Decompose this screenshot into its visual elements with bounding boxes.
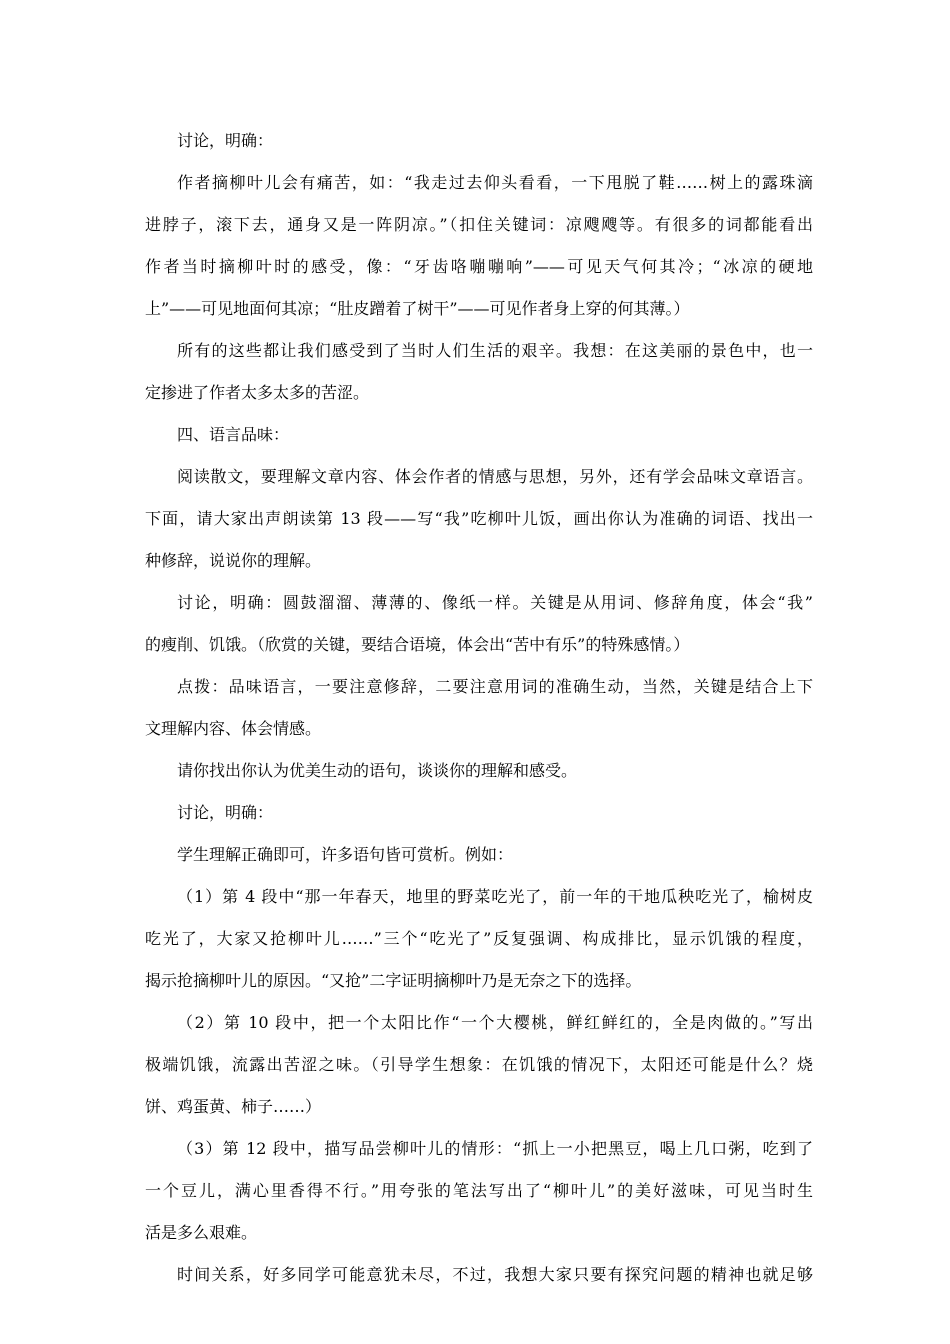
text-line: 作者摘柳叶儿会有痛苦，如：“我走过去仰头看看，一下甩脱了鞋……树上的露珠滴 bbox=[177, 173, 813, 192]
text-line: 讨论，明确：圆鼓溜溜、薄薄的、像纸一样。关键是从用词、修辞角度，体会“我” bbox=[177, 593, 813, 612]
text-line: 种修辞，说说你的理解。 bbox=[145, 551, 322, 570]
text-line: 进脖子，滚下去，通身又是一阵阴凉。”（扣住关键词：凉飕飕等。有很多的词都能看出 bbox=[145, 215, 813, 234]
text-line: 饼、鸡蛋黄、柿子……） bbox=[145, 1097, 322, 1116]
text-line: 学生理解正确即可，许多语句皆可赏析。例如： bbox=[177, 845, 514, 864]
text-line: 讨论，明确： bbox=[177, 131, 274, 150]
text-line: （3）第 12 段中，描写品尝柳叶儿的情形：“抓上一小把黑豆，喝上几口粥，吃到了 bbox=[177, 1139, 813, 1158]
text-line: 请你找出你认为优美生动的语句，谈谈你的理解和感受。 bbox=[177, 761, 578, 780]
text-line: 文理解内容、体会情感。 bbox=[145, 719, 322, 738]
text-line: 点拨：品味语言，一要注意修辞，二要注意用词的准确生动，当然，关键是结合上下 bbox=[177, 677, 813, 696]
text-line: 活是多么艰难。 bbox=[145, 1223, 258, 1242]
text-line: 讨论，明确： bbox=[177, 803, 274, 822]
text-line: 吃光了，大家又抢柳叶儿……”三个“吃光了”反复强调、构成排比，显示饥饿的程度， bbox=[145, 929, 813, 948]
section-heading: 四、语言品味： bbox=[177, 425, 290, 444]
text-line: 定掺进了作者太多太多的苦涩。 bbox=[145, 383, 370, 402]
text-line: 一个豆儿，满心里香得不行。”用夸张的笔法写出了“柳叶儿”的美好滋味，可见当时生 bbox=[145, 1181, 813, 1200]
text-line: 的瘦削、饥饿。（欣赏的关键，要结合语境，体会出“苦中有乐”的特殊感情。） bbox=[145, 635, 690, 654]
text-line: 所有的这些都让我们感受到了当时人们生活的艰辛。我想：在这美丽的景色中，也一 bbox=[177, 341, 813, 360]
text-line: 上”——可见地面何其凉；“肚皮蹭着了树干”——可见作者身上穿的何其薄。） bbox=[145, 299, 690, 318]
text-line: （2）第 10 段中，把一个太阳比作“一个大樱桃，鲜红鲜红的，全是肉做的。”写出 bbox=[177, 1013, 813, 1032]
text-line: 极端饥饿，流露出苦涩之味。（引导学生想象：在饥饿的情况下，太阳还可能是什么？烧 bbox=[145, 1055, 813, 1074]
text-line: 作者当时摘柳叶时的感受，像：“牙齿咯嘣嘣响”——可见天气何其冷；“冰凉的硬地 bbox=[145, 257, 813, 276]
text-line: 下面，请大家出声朗读第 13 段——写“我”吃柳叶儿饭，画出你认为准确的词语、找出一 bbox=[145, 509, 813, 528]
document-body bbox=[145, 120, 813, 1296]
text-line: 阅读散文，要理解文章内容、体会作者的情感与思想，另外，还有学会品味文章语言。 bbox=[177, 467, 813, 486]
text-line: （1）第 4 段中“那一年春天，地里的野菜吃光了，前一年的干地瓜秧吃光了，榆树皮 bbox=[177, 887, 813, 906]
text-line: 时间关系，好多同学可能意犹未尽，不过，我想大家只要有探究问题的精神也就足够 bbox=[177, 1265, 813, 1284]
text-line: 揭示抢摘柳叶儿的原因。“又抢”二字证明摘柳叶乃是无奈之下的选择。 bbox=[145, 971, 642, 990]
